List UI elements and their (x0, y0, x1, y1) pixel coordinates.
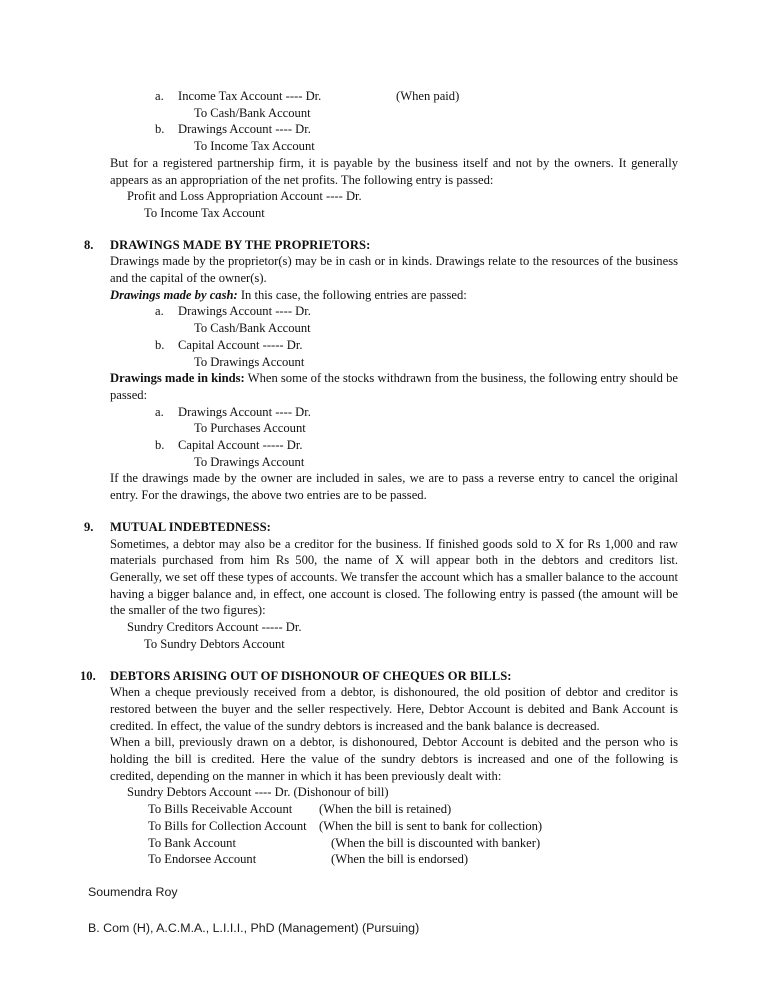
section-number: 8. (84, 237, 94, 252)
section-title: DEBTORS ARISING OUT OF DISHONOUR OF CHEQUES OR BILLS: (110, 668, 512, 683)
cash-lead-label: Drawings made by cash: (110, 287, 238, 302)
section8-paragraph-1: Drawings made by the proprietor(s) may be in cash or in kinds. Drawings relate to the resources of the business and the capital of the owner(s). (110, 254, 678, 286)
credit-note: (When the bill is retained) (319, 802, 452, 817)
document-content (80, 88, 678, 868)
section9-credit-entry: To Sundry Debtors Account (144, 636, 285, 651)
dishonour-credit-row (148, 818, 678, 835)
section10-paragraph-1: When a cheque previously received from a debtor, is dishonoured, the old position of debtor and creditor is restored between the buyer and the seller respectively. Here, Debtor Account is debited and Bank Account is credited. In effect, the value of the sundry debtors is increased and the bank balance is decreased. (110, 685, 678, 733)
section8-closing-paragraph: If the drawings made by the owner are included in sales, we are to pass a reverse entry to cancel the original entry. For the drawings, the above two entries are to be passed. (110, 471, 678, 503)
journal-entry-row (84, 121, 678, 138)
credit-note: (When the bill is sent to bank for collection) (319, 818, 543, 833)
credit-note: (When the bill is endorsed) (331, 852, 469, 867)
entry-marker: a. (155, 404, 164, 419)
entry-note: (When paid) (396, 89, 460, 103)
section8-cash-entries (84, 303, 678, 370)
kind-lead-label: Drawings made in kinds: (110, 371, 245, 386)
credit-account: To Bills for Collection Account (148, 818, 307, 833)
pl-appropriation-credit: To Income Tax Account (144, 205, 265, 220)
section-title: MUTUAL INDEBTEDNESS: (110, 519, 271, 534)
section8-kind-entries (84, 404, 678, 471)
entry-marker: a. (155, 89, 164, 103)
section-heading-9 (84, 519, 678, 536)
journal-entry-row (84, 337, 678, 354)
author-name: Soumendra Roy (88, 885, 178, 899)
credit-account: To Bills Receivable Account (148, 802, 293, 817)
dishonour-debit-entry: Sundry Debtors Account ---- Dr. (Dishonour of bill) (127, 785, 389, 800)
section-number: 10. (80, 668, 96, 683)
section-heading-8 (84, 237, 678, 254)
top-entry-list (84, 88, 678, 155)
author-credentials: B. Com (H), A.C.M.A., L.I.I.I., PhD (Management) (Pursuing) (88, 921, 420, 935)
top-paragraph: But for a registered partnership firm, it is payable by the business itself and not by the owners. It generally appears as an appropriation of the net profits. The following entry is passed: (110, 155, 678, 187)
dishonour-credit-row (148, 835, 678, 852)
entry-credit-line: To Drawings Account (194, 454, 305, 469)
journal-entry-row (84, 303, 678, 320)
section8-kind-leadin (110, 370, 678, 403)
journal-entry-row (84, 437, 678, 454)
section10-paragraph-2: When a bill, previously drawn on a debtor, is dishonoured, Debtor Account is debited and the person who is holding the bill is credited. Here the value of the sundry debtors is increased and one of the following is credited, depending on the manner in which it has been previously dealt with: (110, 735, 678, 783)
entry-credit-line: To Cash/Bank Account (194, 321, 311, 336)
entry-account: Income Tax Account ---- Dr. (178, 89, 322, 103)
entry-marker: b. (155, 337, 165, 352)
entry-marker: b. (155, 122, 165, 137)
journal-entry-row (84, 88, 678, 105)
section-number: 9. (84, 519, 94, 534)
section8-cash-leadin (110, 287, 678, 304)
entry-account: Drawings Account ---- Dr. (178, 122, 311, 137)
entry-credit-line: To Drawings Account (194, 354, 305, 369)
entry-marker: a. (155, 304, 164, 319)
pl-appropriation-entry: Profit and Loss Appropriation Account ---- Dr. (127, 189, 362, 204)
credit-account: To Endorsee Account (148, 852, 257, 867)
journal-entry-row (84, 404, 678, 421)
credit-account: To Bank Account (148, 835, 236, 850)
dishonour-credit-row (148, 801, 678, 818)
entry-account: Capital Account ----- Dr. (178, 337, 303, 352)
credit-note: (When the bill is discounted with banker) (331, 835, 541, 850)
dishonour-credit-row (148, 851, 678, 868)
section9-debit-entry: Sundry Creditors Account ----- Dr. (127, 620, 302, 635)
cash-lead-rest: In this case, the following entries are passed: (237, 287, 467, 302)
entry-credit-line: To Income Tax Account (194, 139, 315, 154)
entry-credit-line: To Purchases Account (194, 421, 306, 436)
signature-block (88, 884, 648, 937)
kind-lead-rest: When some of the stocks withdrawn from the business, the following entry should be passed: (110, 371, 678, 402)
section-heading-10 (80, 668, 678, 685)
entry-credit-line: To Cash/Bank Account (194, 105, 311, 120)
section9-paragraph: Sometimes, a debtor may also be a creditor for the business. If finished goods sold to X for Rs 1,000 and raw materials purchased from him Rs 500, the name of X will appear both in the debtors and creditors list. Generally, we set off these types of accounts. We transfer the account which has a smaller balance to the account having a bigger balance and, in effect, one account is closed. The following entry is passed (the amount will be the smaller of the two figures): (110, 536, 678, 618)
entry-account: Drawings Account ---- Dr. (178, 404, 311, 419)
entry-account: Capital Account ----- Dr. (178, 438, 303, 453)
entry-marker: b. (155, 438, 165, 453)
entry-account: Drawings Account ---- Dr. (178, 304, 311, 319)
section-title: DRAWINGS MADE BY THE PROPRIETORS: (110, 237, 371, 252)
